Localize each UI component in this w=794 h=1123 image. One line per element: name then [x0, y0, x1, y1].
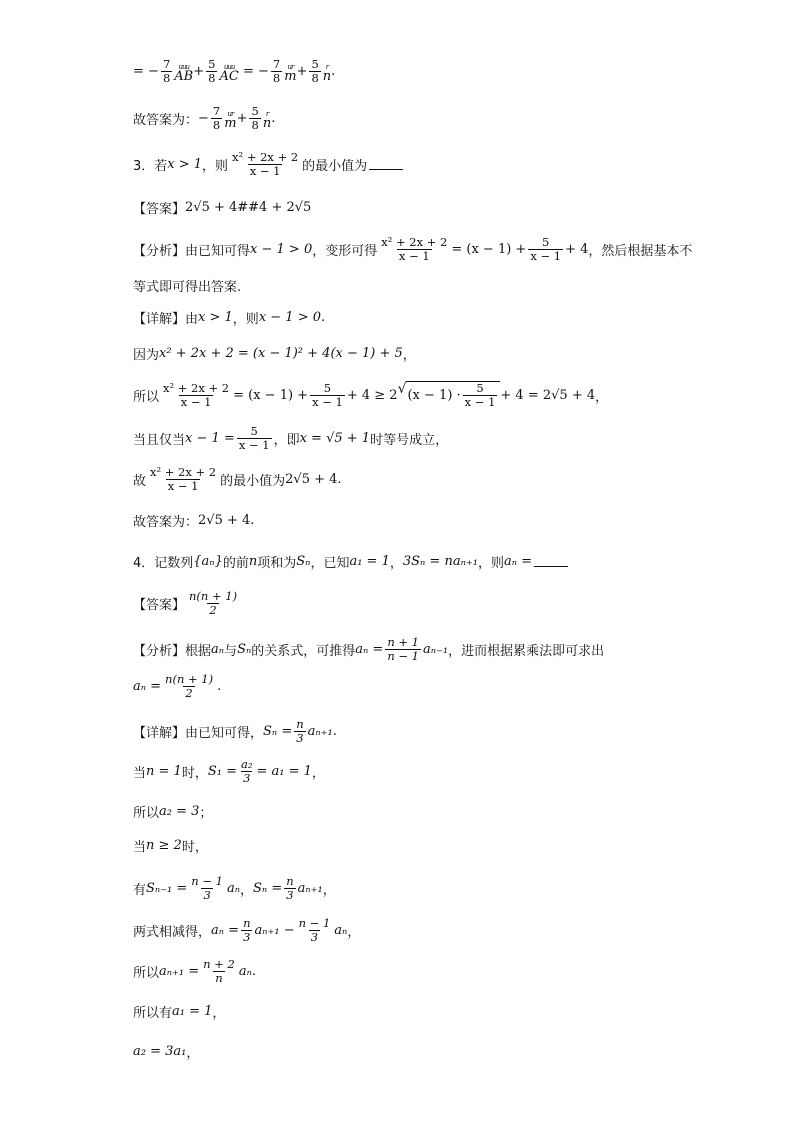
text: 有 [133, 883, 147, 898]
numerator: 7 [162, 57, 171, 71]
expression: S₁ = [207, 764, 237, 779]
fraction [211, 105, 222, 132]
expression: aₙ₋₁ [423, 642, 449, 657]
q4-step-6 [133, 958, 256, 985]
q3-answer [133, 198, 311, 217]
expression: aₙ [226, 881, 240, 896]
vector-label: n [322, 68, 332, 84]
numerator: n [243, 916, 251, 930]
analysis-tag: 【分析】 [133, 244, 186, 259]
expression: x − 1 = [185, 431, 235, 446]
denominator: 2 [185, 686, 193, 700]
expression: x² + 2x + 2 = (x − 1)² + 4(x − 1) + 5 [159, 346, 403, 361]
answer-label: 故答案为： [133, 113, 199, 128]
detail-tag: 【详解】 [133, 312, 186, 327]
fraction [309, 58, 320, 85]
q4-step-3 [133, 836, 208, 855]
expression: a₁ = 1 [349, 554, 390, 569]
answer-tag: 【答案】 [133, 202, 186, 217]
text: 时， [181, 766, 208, 781]
fraction [385, 636, 421, 663]
minus-sign: − [198, 111, 209, 126]
vector-mark: r [325, 62, 329, 71]
fraction [187, 590, 239, 617]
text: ，变形可得 [312, 244, 378, 259]
minus-sign: − [148, 64, 159, 79]
text: 由已知可得 [185, 244, 251, 259]
fraction [148, 466, 218, 493]
expression: aₙ. [238, 964, 256, 979]
text: 时等号成立， [370, 433, 449, 448]
numerator: n(n + 1) [189, 589, 238, 603]
expression: + 4 [565, 242, 589, 257]
condition: x > 1 [167, 157, 203, 172]
vector-label: m [224, 115, 237, 131]
denominator: x − 1 [180, 394, 212, 409]
q4-step-1 [133, 758, 325, 785]
text: ，则 [202, 159, 229, 174]
expression: (x − 1) · [407, 388, 461, 403]
answer-value: 2√5 + 4##4 + 2√5 [185, 200, 312, 215]
text: ， [389, 556, 403, 571]
denominator: 8 [212, 118, 221, 132]
expression: n [248, 554, 258, 569]
vector-m [224, 109, 237, 131]
expression: aₙ₊₁ − [254, 923, 295, 938]
square-root [398, 381, 501, 409]
expression: Sₙ [296, 554, 311, 569]
question-tail: 的最小值为 [302, 159, 368, 174]
expression: a₁ = 1 [172, 1004, 213, 1019]
period: . [331, 64, 336, 79]
text: ，已知 [310, 556, 350, 571]
text: 由已知可得， [185, 726, 264, 741]
expression: 3Sₙ = naₙ₊₁ [402, 554, 478, 569]
text: ，则 [232, 312, 259, 327]
vector-n [322, 62, 332, 84]
fraction [463, 382, 498, 409]
fraction [297, 917, 333, 944]
vector-n [262, 109, 272, 131]
text: 故 [133, 474, 147, 489]
text: 由 [185, 312, 199, 327]
numerator: x² + 2x + 2 [381, 235, 448, 249]
expression: aₙ₊₁ [297, 881, 323, 896]
expression: + 4 = 2√5 + 4 [500, 387, 596, 403]
numerator: n [296, 717, 304, 731]
expression: = a₁ = 1 [256, 764, 312, 779]
text: 所以 [133, 966, 160, 981]
q4-detail [133, 718, 337, 745]
numerator: 7 [212, 104, 221, 118]
text: 所以有 [133, 1006, 173, 1021]
vector-label: AC [219, 68, 239, 84]
numerator: n + 1 [387, 635, 419, 649]
q3-step-1 [133, 344, 416, 363]
fraction [230, 151, 300, 178]
fraction [161, 58, 172, 85]
expression: n = 1 [146, 764, 182, 779]
denominator: 3 [243, 771, 251, 785]
text: 因为 [133, 348, 160, 363]
text: 的前 [222, 556, 249, 571]
numerator: n + 2 [203, 957, 235, 971]
numerator: n − 1 [298, 916, 331, 930]
vector-mark: ur [227, 109, 234, 118]
expression: aₙ = [355, 642, 384, 657]
expression: x − 1 > 0. [258, 310, 326, 325]
question-number: 4．记数列 [133, 556, 194, 571]
fraction [206, 58, 217, 85]
denominator: 3 [310, 930, 319, 944]
text: ； [199, 806, 213, 821]
expression: 2√5 + 4. [285, 472, 342, 487]
detail-tag: 【详解】 [133, 726, 186, 741]
text: 与 [224, 644, 238, 659]
fraction [163, 673, 215, 700]
text: ，进而根据累乘法即可求出 [448, 644, 605, 659]
vector-mark: r [265, 109, 269, 118]
q3-analysis [133, 236, 692, 263]
q4-analysis-cont [133, 673, 221, 700]
denominator: 3 [203, 888, 211, 902]
vector-label: m [284, 68, 297, 84]
denominator: 8 [272, 71, 281, 85]
denominator: x − 1 [464, 395, 496, 409]
analysis-tag: 【分析】 [133, 644, 186, 659]
expression: {aₙ} [193, 554, 223, 569]
denominator: 3 [296, 731, 304, 745]
vector-m [284, 62, 297, 84]
expression: aₙ = [211, 923, 240, 938]
text: 时， [181, 840, 208, 855]
expression: a₂ = 3 [159, 804, 200, 819]
text: ， [240, 883, 254, 898]
plus-sign: + [236, 111, 248, 126]
vector-mark: uuu [223, 62, 235, 71]
question-number: 3．若 [133, 159, 168, 174]
expression: aₙ = [503, 554, 532, 569]
vector-mark: ur [287, 62, 294, 71]
equals-sign: = − [242, 64, 269, 79]
question-3 [133, 151, 403, 178]
numerator: x² + 2x + 2 [150, 465, 217, 479]
numerator: 5 [251, 104, 259, 118]
expression: = (x − 1) + [451, 242, 527, 257]
numerator: 5 [476, 381, 484, 395]
numerator: x² + 2x + 2 [163, 380, 230, 395]
text: ， [186, 1046, 200, 1061]
vector-AB [174, 62, 194, 84]
expression: x − 1 > 0 [250, 242, 313, 257]
text: 所以 [133, 806, 160, 821]
q3-final [133, 511, 254, 530]
expression: Sₙ = [263, 724, 293, 739]
numerator: n − 1 [191, 874, 223, 888]
fraction [241, 917, 252, 944]
text: 故答案为： [133, 515, 199, 530]
text: ， [212, 1006, 226, 1021]
text: 当 [133, 840, 147, 855]
answer-blank [534, 556, 568, 567]
denominator: x − 1 [238, 438, 270, 452]
text: 所以 [133, 389, 160, 405]
fraction [201, 958, 237, 985]
q3-step-3 [133, 425, 448, 452]
fraction [528, 236, 563, 263]
expression: aₙ [334, 923, 348, 938]
numerator: 5 [323, 380, 332, 395]
vector-equation-line [133, 58, 335, 85]
q4-step-2 [133, 802, 212, 821]
expression: aₙ = [133, 679, 162, 694]
answer-line [133, 105, 275, 132]
q4-step-7 [133, 1002, 225, 1021]
expression: aₙ [211, 642, 225, 657]
fraction [294, 718, 305, 745]
q4-answer [133, 590, 241, 617]
fraction [379, 236, 449, 263]
expression: n ≥ 2 [146, 838, 182, 853]
denominator: x − 1 [312, 394, 343, 409]
text: 当 [133, 766, 147, 781]
denominator: 3 [243, 930, 251, 944]
fraction [161, 382, 231, 409]
radicand [406, 381, 500, 409]
q3-detail [133, 308, 325, 327]
expression: 2√5 + 4. [198, 513, 255, 528]
denominator: x − 1 [249, 164, 281, 178]
vector-AC [219, 62, 239, 84]
expression: x > 1 [198, 310, 233, 325]
plus-sign: + [193, 64, 205, 79]
denominator: x − 1 [398, 249, 430, 263]
fraction [271, 58, 282, 85]
text: ，则 [477, 556, 504, 571]
answer-tag: 【答案】 [133, 598, 186, 613]
denominator: 8 [251, 118, 259, 132]
denominator: 2 [209, 603, 217, 617]
text: 的关系式，可推得 [251, 644, 356, 659]
expression: x = √5 + 1 [299, 431, 371, 446]
denominator: 8 [311, 71, 319, 85]
vector-label: n [262, 115, 272, 131]
text: 根据 [185, 644, 212, 659]
expression: + 4 ≥ 2 [346, 387, 398, 403]
question-4 [133, 552, 568, 571]
text: 项和为 [257, 556, 297, 571]
fraction [189, 875, 225, 902]
numerator: 7 [272, 57, 281, 71]
period: . [217, 679, 222, 694]
text: 两式相减得， [133, 925, 212, 940]
q4-analysis [133, 636, 604, 663]
vector-label: AB [174, 68, 194, 84]
denominator: x − 1 [167, 479, 199, 493]
denominator: x − 1 [530, 249, 562, 263]
expression: Sₙ [237, 642, 252, 657]
denominator: 8 [162, 71, 171, 85]
fraction [284, 875, 295, 902]
period: . [271, 111, 276, 126]
radical-sign: √ [397, 381, 407, 397]
plus-sign: + [296, 64, 308, 79]
expression: Sₙ₋₁ = [146, 881, 188, 896]
numerator: a₂ [241, 757, 253, 771]
fraction [249, 105, 260, 132]
q3-step-2 [133, 381, 608, 409]
denominator: n − 1 [387, 649, 419, 663]
text: ， [402, 348, 416, 363]
numerator: 5 [208, 57, 216, 71]
numerator: 5 [311, 57, 319, 71]
text: 当且仅当 [133, 433, 186, 448]
text: ，即 [273, 433, 300, 448]
equals-sign: = [133, 64, 144, 79]
fraction [237, 425, 272, 452]
q4-step-4 [133, 875, 336, 902]
text: ，然后根据基本不 [588, 244, 693, 259]
expression: aₙ₊₁ = [159, 964, 200, 979]
q3-analysis-cont [133, 276, 241, 295]
text: ， [311, 766, 325, 781]
text: 的最小值为 [220, 474, 286, 489]
text: 等式即可得出答案. [133, 280, 242, 295]
denominator: 8 [208, 71, 216, 85]
numerator: n [286, 874, 294, 888]
numerator: n(n + 1) [165, 672, 214, 686]
text: ， [595, 389, 609, 405]
q3-step-4 [133, 466, 342, 493]
numerator: x² + 2x + 2 [232, 150, 299, 164]
q4-step-8 [133, 1042, 199, 1061]
fraction [310, 382, 345, 409]
expression: = (x − 1) + [233, 387, 309, 403]
q4-step-5 [133, 917, 360, 944]
denominator: 3 [286, 888, 294, 902]
text: ， [347, 925, 361, 940]
numerator: 5 [250, 424, 258, 438]
vector-mark: uuu [178, 62, 190, 71]
text: ， [322, 883, 336, 898]
denominator: n [215, 971, 223, 985]
expression: Sₙ = [253, 881, 283, 896]
expression: a₂ = 3a₁ [133, 1044, 187, 1059]
fraction [239, 758, 254, 785]
answer-blank [369, 159, 403, 170]
numerator: 5 [542, 235, 550, 249]
expression: aₙ₊₁. [307, 724, 337, 739]
